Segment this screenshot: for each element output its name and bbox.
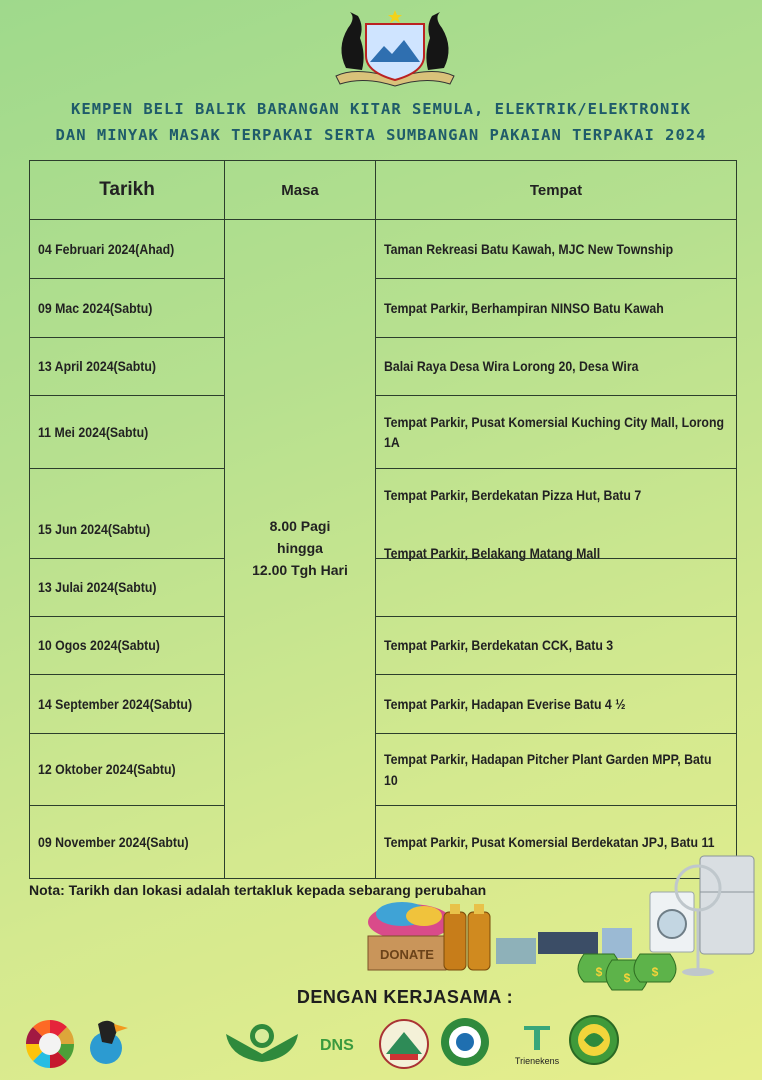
row-place: Tempat Parkir, Berhampiran NINSO Batu Kawah bbox=[376, 279, 737, 338]
row-place: Tempat Parkir, Berdekatan Pizza Hut, Batu 7 bbox=[376, 469, 737, 559]
header-time: Masa bbox=[225, 161, 376, 220]
row-place: Balai Raya Desa Wira Lorong 20, Desa Wira bbox=[376, 338, 737, 396]
header-place: Tempat bbox=[376, 161, 737, 220]
row-date: 13 April 2024(Sabtu) bbox=[30, 338, 225, 396]
row-date: 09 November 2024(Sabtu) bbox=[30, 806, 225, 879]
table-row bbox=[30, 675, 737, 734]
hornbill-logo bbox=[84, 1014, 134, 1072]
recycling-illustration bbox=[362, 852, 762, 1000]
svg-text:$: $ bbox=[651, 965, 659, 979]
svg-text:$: $ bbox=[595, 965, 603, 979]
sea-logo bbox=[438, 1016, 492, 1068]
row-date: 10 Ogos 2024(Sabtu) bbox=[30, 617, 225, 675]
dns-label: DNS bbox=[320, 1037, 354, 1054]
row-date: 11 Mei 2024(Sabtu) bbox=[30, 396, 225, 469]
trienekens-logo bbox=[512, 1020, 562, 1068]
table-row bbox=[30, 396, 737, 469]
table-row bbox=[30, 220, 737, 279]
row-date: 04 Februari 2024(Ahad) bbox=[30, 220, 225, 279]
row-place: Tempat Parkir, Hadapan Pitcher Plant Garden MPP, Batu 10 bbox=[376, 734, 737, 806]
trienekens-label: Trienekens bbox=[514, 1056, 560, 1066]
campaign-title-line-2: DAN MINYAK MASAK TERPAKAI SERTA SUMBANGAN PAKAIAN TERPAKAI 2024 bbox=[55, 126, 707, 144]
row-place: Tempat Parkir, Pusat Komersial Berdekatan JPJ, Batu 11 bbox=[376, 806, 737, 879]
time-start: 8.00 Pagi bbox=[269, 518, 331, 535]
row-date: 13 Julai 2024(Sabtu) bbox=[30, 559, 225, 617]
row-date: 15 Jun 2024(Sabtu) bbox=[30, 469, 225, 559]
table-row bbox=[30, 338, 737, 396]
table-row bbox=[30, 734, 737, 806]
partners-heading: DENGAN KERJASAMA : bbox=[296, 987, 514, 1007]
row-date: 09 Mac 2024(Sabtu) bbox=[30, 279, 225, 338]
table-row bbox=[30, 279, 737, 338]
globe-logo bbox=[568, 1014, 620, 1066]
schedule-table bbox=[29, 160, 737, 879]
donate-box-label: DONATE bbox=[380, 947, 434, 962]
sdg-wheel-icon bbox=[24, 1018, 76, 1070]
table-row bbox=[30, 617, 737, 675]
campaign-title-line-1: KEMPEN BELI BALIK BARANGAN KITAR SEMULA, ELEKTRIK/ELEKTRONIK bbox=[71, 100, 691, 118]
dns-logo bbox=[318, 1030, 362, 1056]
row-place: Tempat Parkir, Belakang Matang Mall bbox=[376, 559, 737, 617]
svg-text:$: $ bbox=[623, 971, 631, 985]
sarawak-govt-logo bbox=[376, 1018, 432, 1070]
table-header-row bbox=[30, 161, 737, 220]
time-mid: hingga bbox=[277, 540, 323, 557]
crest-logo bbox=[326, 8, 464, 90]
disclaimer-note: Nota: Tarikh dan lokasi adalah tertakluk kepada sebarang perubahan bbox=[29, 882, 487, 898]
time-end: 12.00 Tgh Hari bbox=[252, 561, 348, 578]
row-place: Tempat Parkir, Berdekatan CCK, Batu 3 bbox=[376, 617, 737, 675]
row-date: 12 Oktober 2024(Sabtu) bbox=[30, 734, 225, 806]
tzu-chi-logo bbox=[222, 1018, 302, 1064]
table-row bbox=[30, 559, 737, 617]
row-date: 14 September 2024(Sabtu) bbox=[30, 675, 225, 734]
row-place: Taman Rekreasi Batu Kawah, MJC New Township bbox=[376, 220, 737, 279]
row-place: Tempat Parkir, Hadapan Everise Batu 4 ½ bbox=[376, 675, 737, 734]
header-date: Tarikh bbox=[30, 161, 225, 220]
time-cell bbox=[225, 220, 376, 879]
row-place: Tempat Parkir, Pusat Komersial Kuching City Mall, Lorong 1A bbox=[376, 396, 737, 469]
